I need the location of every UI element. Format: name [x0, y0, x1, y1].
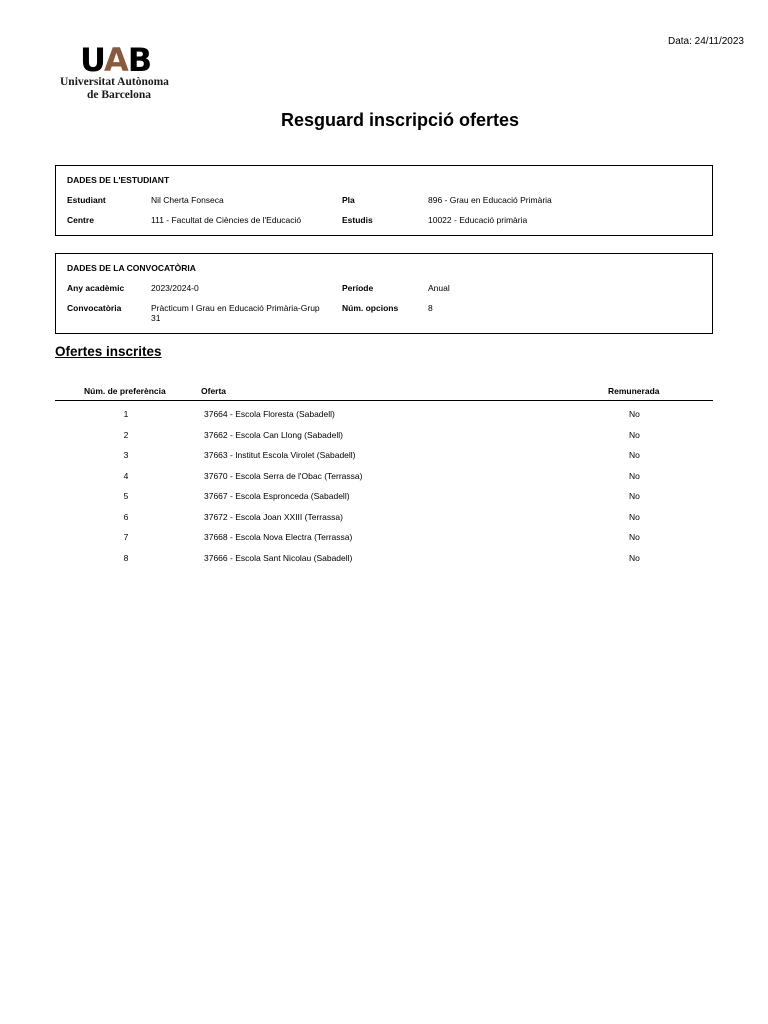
table-row [55, 553, 713, 569]
period-label: Període [342, 283, 374, 293]
row-paid: No [629, 471, 640, 481]
row-preference: 7 [123, 532, 129, 542]
student-label: Estudiant [67, 195, 106, 205]
options-value: 8 [428, 303, 433, 313]
row-offer: 37667 - Escola Espronceda (Sabadell) [204, 491, 350, 501]
studies-value: 10022 - Educació primària [428, 215, 528, 225]
row-offer: 37662 - Escola Can Llong (Sabadell) [204, 430, 343, 440]
table-row [55, 471, 713, 487]
row-paid: No [629, 512, 640, 522]
row-offer: 37663 - Institut Escola Virolet (Sabadell) [204, 450, 356, 460]
row-paid: No [629, 450, 640, 460]
call-box-heading: DADES DE LA CONVOCATÒRIA [67, 263, 196, 273]
header-offer: Oferta [201, 386, 227, 396]
row-offer: 37670 - Escola Serra de l'Obac (Terrassa) [204, 471, 363, 481]
center-label: Centre [67, 215, 94, 225]
logo-line-1: Universitat Autònoma [60, 76, 169, 88]
period-value: Anual [428, 283, 450, 293]
header-preference: Núm. de preferència [84, 386, 166, 396]
call-value-line2: 31 [151, 313, 161, 323]
table-row [55, 491, 713, 507]
row-preference: 6 [123, 512, 129, 522]
row-preference: 4 [123, 471, 129, 481]
table-row [55, 512, 713, 528]
academic-year-value: 2023/2024-0 [151, 283, 199, 293]
table-row [55, 430, 713, 446]
row-offer: 37666 - Escola Sant Nicolau (Sabadell) [204, 553, 353, 563]
call-label: Convocatòria [67, 303, 122, 313]
options-label: Núm. opcions [342, 303, 399, 313]
row-preference: 2 [123, 430, 129, 440]
page-title: Resguard inscripció ofertes [280, 110, 520, 130]
call-value-line1: Pràcticum I Grau en Educació Primària-Grup [151, 303, 320, 313]
row-offer: 37668 - Escola Nova Electra (Terrassa) [204, 532, 353, 542]
studies-label: Estudis [342, 215, 373, 225]
offers-section-title: Ofertes inscrites [55, 344, 162, 359]
academic-year-label: Any acadèmic [67, 283, 125, 293]
table-row [55, 450, 713, 466]
row-preference: 5 [123, 491, 129, 501]
row-preference: 1 [123, 409, 129, 419]
call-data-box [55, 253, 713, 334]
row-paid: No [629, 430, 640, 440]
logo-line-2: de Barcelona [87, 89, 151, 101]
student-box-heading: DADES DE L'ESTUDIANT [67, 175, 170, 185]
row-preference: 3 [123, 450, 129, 460]
row-paid: No [629, 491, 640, 501]
center-value: 111 - Facultat de Ciències de l'Educació [151, 215, 302, 225]
plan-label: Pla [342, 195, 355, 205]
row-paid: No [629, 532, 640, 542]
document-date: Data: 24/11/2023 [668, 36, 744, 47]
student-value: Nil Cherta Fonseca [151, 195, 224, 205]
row-offer: 37672 - Escola Joan XXIII (Terrassa) [204, 512, 343, 522]
offers-table-header [55, 384, 713, 401]
row-preference: 8 [123, 553, 129, 563]
table-row [55, 532, 713, 548]
uab-logo-mark: UAB [80, 41, 152, 79]
row-offer: 37664 - Escola Floresta (Sabadell) [204, 409, 335, 419]
student-data-box [55, 165, 713, 236]
row-paid: No [629, 553, 640, 563]
plan-value: 896 - Grau en Educació Primària [428, 195, 552, 205]
uab-logo [60, 41, 186, 102]
header-paid: Remunerada [608, 386, 660, 396]
row-paid: No [629, 409, 640, 419]
table-row [55, 409, 713, 425]
